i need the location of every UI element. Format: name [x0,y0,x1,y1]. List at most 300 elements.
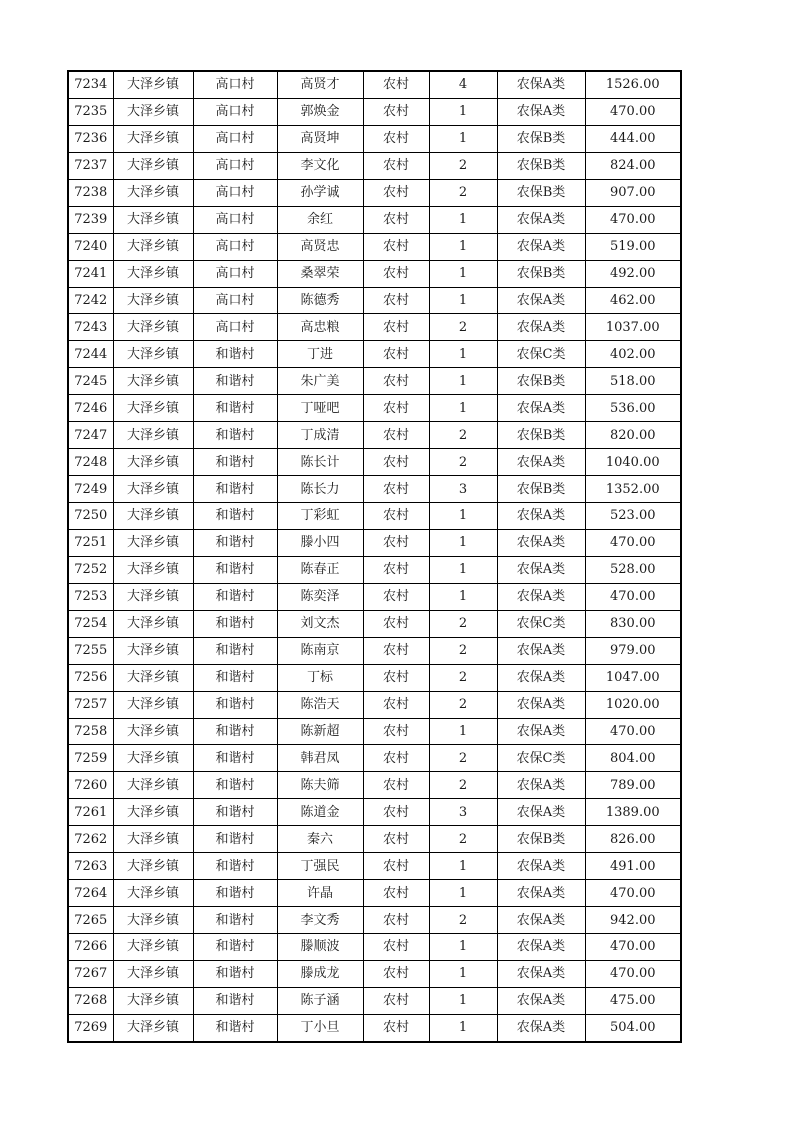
cell-village: 和谐村 [193,799,277,826]
cell-serial-number: 7265 [68,907,113,934]
cell-serial-number: 7254 [68,610,113,637]
cell-town: 大泽乡镇 [113,826,193,853]
cell-serial-number: 7267 [68,960,113,987]
table-row [68,1014,681,1041]
cell-person-name: 高贤坤 [277,125,363,152]
cell-person-name: 陈奕泽 [277,583,363,610]
cell-town: 大泽乡镇 [113,556,193,583]
cell-insurance-category: 农保A类 [497,556,585,583]
cell-person-count: 2 [429,449,497,476]
cell-person-count: 1 [429,503,497,530]
cell-village: 和谐村 [193,637,277,664]
cell-person-count: 2 [429,610,497,637]
cell-person-count: 4 [429,71,497,98]
cell-serial-number: 7253 [68,583,113,610]
cell-person-count: 1 [429,233,497,260]
cell-serial-number: 7259 [68,745,113,772]
cell-insurance-category: 农保B类 [497,179,585,206]
cell-amount: 402.00 [585,341,681,368]
cell-amount: 830.00 [585,610,681,637]
cell-town: 大泽乡镇 [113,152,193,179]
cell-village: 和谐村 [193,718,277,745]
cell-person-count: 2 [429,691,497,718]
cell-insurance-category: 农保A类 [497,637,585,664]
cell-person-name: 高忠粮 [277,314,363,341]
table-row [68,314,681,341]
cell-residence-type: 农村 [363,206,429,233]
cell-serial-number: 7255 [68,637,113,664]
cell-person-name: 陈德秀 [277,287,363,314]
table-row [68,125,681,152]
cell-residence-type: 农村 [363,98,429,125]
cell-person-count: 1 [429,934,497,961]
cell-insurance-category: 农保C类 [497,341,585,368]
cell-person-name: 丁标 [277,664,363,691]
cell-insurance-category: 农保A类 [497,395,585,422]
cell-person-name: 丁进 [277,341,363,368]
cell-person-count: 1 [429,556,497,583]
cell-amount: 907.00 [585,179,681,206]
cell-amount: 470.00 [585,960,681,987]
table-row [68,233,681,260]
cell-insurance-category: 农保B类 [497,260,585,287]
records-table-body [68,71,681,1042]
cell-town: 大泽乡镇 [113,583,193,610]
table-row [68,880,681,907]
table-row [68,691,681,718]
cell-amount: 470.00 [585,529,681,556]
cell-residence-type: 农村 [363,449,429,476]
cell-person-name: 许晶 [277,880,363,907]
table-row [68,529,681,556]
cell-insurance-category: 农保B类 [497,476,585,503]
cell-person-name: 韩君凤 [277,745,363,772]
cell-person-name: 丁成清 [277,422,363,449]
cell-residence-type: 农村 [363,260,429,287]
cell-town: 大泽乡镇 [113,1014,193,1041]
cell-serial-number: 7258 [68,718,113,745]
table-row [68,503,681,530]
cell-village: 和谐村 [193,449,277,476]
cell-town: 大泽乡镇 [113,934,193,961]
cell-insurance-category: 农保A类 [497,287,585,314]
cell-amount: 470.00 [585,934,681,961]
cell-person-count: 1 [429,960,497,987]
cell-insurance-category: 农保A类 [497,691,585,718]
cell-person-name: 丁哑吧 [277,395,363,422]
cell-serial-number: 7249 [68,476,113,503]
cell-village: 和谐村 [193,880,277,907]
cell-town: 大泽乡镇 [113,503,193,530]
cell-residence-type: 农村 [363,341,429,368]
cell-insurance-category: 农保A类 [497,314,585,341]
cell-residence-type: 农村 [363,853,429,880]
cell-town: 大泽乡镇 [113,880,193,907]
table-row [68,799,681,826]
cell-person-name: 陈夫筛 [277,772,363,799]
cell-amount: 444.00 [585,125,681,152]
cell-serial-number: 7240 [68,233,113,260]
table-row [68,664,681,691]
cell-amount: 979.00 [585,637,681,664]
cell-insurance-category: 农保A类 [497,503,585,530]
cell-person-name: 陈新超 [277,718,363,745]
table-row [68,826,681,853]
cell-person-name: 陈长力 [277,476,363,503]
cell-town: 大泽乡镇 [113,476,193,503]
table-row [68,907,681,934]
cell-residence-type: 农村 [363,718,429,745]
cell-insurance-category: 农保B类 [497,826,585,853]
cell-serial-number: 7248 [68,449,113,476]
table-row [68,987,681,1014]
cell-residence-type: 农村 [363,987,429,1014]
cell-insurance-category: 农保A类 [497,799,585,826]
cell-amount: 1037.00 [585,314,681,341]
cell-amount: 462.00 [585,287,681,314]
cell-village: 和谐村 [193,691,277,718]
cell-insurance-category: 农保A类 [497,1014,585,1041]
cell-person-name: 高贤才 [277,71,363,98]
table-row [68,341,681,368]
cell-town: 大泽乡镇 [113,987,193,1014]
table-row [68,368,681,395]
cell-person-count: 2 [429,907,497,934]
cell-serial-number: 7237 [68,152,113,179]
cell-person-count: 1 [429,1014,497,1041]
cell-serial-number: 7244 [68,341,113,368]
cell-serial-number: 7266 [68,934,113,961]
cell-person-count: 2 [429,637,497,664]
cell-serial-number: 7236 [68,125,113,152]
cell-serial-number: 7257 [68,691,113,718]
cell-person-count: 2 [429,826,497,853]
cell-serial-number: 7268 [68,987,113,1014]
table-row [68,960,681,987]
cell-insurance-category: 农保A类 [497,718,585,745]
cell-amount: 1040.00 [585,449,681,476]
table-row [68,179,681,206]
cell-amount: 820.00 [585,422,681,449]
cell-person-count: 1 [429,98,497,125]
cell-serial-number: 7250 [68,503,113,530]
cell-insurance-category: 农保C类 [497,745,585,772]
cell-person-count: 1 [429,583,497,610]
table-row [68,745,681,772]
cell-village: 和谐村 [193,907,277,934]
cell-amount: 470.00 [585,583,681,610]
cell-town: 大泽乡镇 [113,314,193,341]
cell-person-count: 1 [429,718,497,745]
cell-insurance-category: 农保A类 [497,987,585,1014]
cell-person-name: 滕顺波 [277,934,363,961]
cell-serial-number: 7246 [68,395,113,422]
cell-amount: 470.00 [585,98,681,125]
cell-person-name: 陈浩天 [277,691,363,718]
cell-village: 和谐村 [193,853,277,880]
cell-amount: 470.00 [585,880,681,907]
cell-person-name: 刘文杰 [277,610,363,637]
cell-serial-number: 7269 [68,1014,113,1041]
cell-insurance-category: 农保A类 [497,529,585,556]
table-row [68,152,681,179]
cell-insurance-category: 农保B类 [497,152,585,179]
cell-serial-number: 7243 [68,314,113,341]
cell-insurance-category: 农保A类 [497,960,585,987]
cell-serial-number: 7242 [68,287,113,314]
cell-residence-type: 农村 [363,772,429,799]
cell-town: 大泽乡镇 [113,907,193,934]
cell-serial-number: 7245 [68,368,113,395]
cell-village: 和谐村 [193,422,277,449]
cell-amount: 519.00 [585,233,681,260]
cell-residence-type: 农村 [363,691,429,718]
cell-residence-type: 农村 [363,125,429,152]
cell-village: 和谐村 [193,529,277,556]
cell-person-name: 陈南京 [277,637,363,664]
cell-village: 高口村 [193,260,277,287]
cell-serial-number: 7241 [68,260,113,287]
table-row [68,610,681,637]
records-table [67,70,682,1043]
cell-village: 和谐村 [193,368,277,395]
cell-town: 大泽乡镇 [113,718,193,745]
cell-amount: 942.00 [585,907,681,934]
cell-amount: 1352.00 [585,476,681,503]
cell-amount: 518.00 [585,368,681,395]
cell-amount: 789.00 [585,772,681,799]
cell-town: 大泽乡镇 [113,260,193,287]
cell-person-name: 李文化 [277,152,363,179]
cell-village: 和谐村 [193,934,277,961]
cell-person-count: 2 [429,664,497,691]
cell-person-name: 丁小旦 [277,1014,363,1041]
cell-village: 和谐村 [193,476,277,503]
table-row [68,71,681,98]
cell-amount: 536.00 [585,395,681,422]
cell-amount: 470.00 [585,718,681,745]
cell-amount: 470.00 [585,206,681,233]
cell-serial-number: 7234 [68,71,113,98]
cell-insurance-category: 农保A类 [497,233,585,260]
cell-amount: 1389.00 [585,799,681,826]
cell-town: 大泽乡镇 [113,772,193,799]
cell-village: 高口村 [193,125,277,152]
cell-serial-number: 7260 [68,772,113,799]
cell-village: 和谐村 [193,664,277,691]
cell-residence-type: 农村 [363,314,429,341]
cell-serial-number: 7256 [68,664,113,691]
table-row [68,422,681,449]
cell-person-name: 秦六 [277,826,363,853]
cell-person-name: 高贤忠 [277,233,363,260]
cell-person-count: 1 [429,987,497,1014]
cell-insurance-category: 农保A类 [497,772,585,799]
cell-residence-type: 农村 [363,152,429,179]
cell-village: 和谐村 [193,503,277,530]
cell-amount: 504.00 [585,1014,681,1041]
cell-village: 和谐村 [193,395,277,422]
cell-village: 高口村 [193,314,277,341]
cell-person-name: 丁强民 [277,853,363,880]
cell-town: 大泽乡镇 [113,529,193,556]
cell-town: 大泽乡镇 [113,449,193,476]
cell-village: 高口村 [193,233,277,260]
cell-insurance-category: 农保B类 [497,125,585,152]
table-row [68,260,681,287]
cell-amount: 475.00 [585,987,681,1014]
cell-insurance-category: 农保A类 [497,449,585,476]
cell-village: 和谐村 [193,341,277,368]
cell-person-count: 1 [429,125,497,152]
cell-amount: 528.00 [585,556,681,583]
cell-person-count: 2 [429,314,497,341]
cell-serial-number: 7235 [68,98,113,125]
cell-amount: 1047.00 [585,664,681,691]
cell-insurance-category: 农保B类 [497,422,585,449]
cell-person-name: 李文秀 [277,907,363,934]
cell-insurance-category: 农保A类 [497,934,585,961]
cell-town: 大泽乡镇 [113,125,193,152]
cell-residence-type: 农村 [363,287,429,314]
cell-amount: 492.00 [585,260,681,287]
cell-insurance-category: 农保A类 [497,98,585,125]
cell-person-count: 3 [429,799,497,826]
cell-person-count: 2 [429,745,497,772]
cell-residence-type: 农村 [363,664,429,691]
cell-town: 大泽乡镇 [113,853,193,880]
cell-village: 高口村 [193,206,277,233]
cell-person-count: 2 [429,179,497,206]
cell-amount: 1526.00 [585,71,681,98]
cell-village: 和谐村 [193,745,277,772]
cell-insurance-category: 农保A类 [497,206,585,233]
cell-insurance-category: 农保A类 [497,583,585,610]
cell-person-name: 滕成龙 [277,960,363,987]
cell-residence-type: 农村 [363,556,429,583]
table-row [68,395,681,422]
cell-residence-type: 农村 [363,907,429,934]
cell-amount: 826.00 [585,826,681,853]
cell-town: 大泽乡镇 [113,206,193,233]
cell-serial-number: 7252 [68,556,113,583]
cell-person-count: 2 [429,422,497,449]
cell-person-count: 1 [429,853,497,880]
cell-person-count: 3 [429,476,497,503]
table-row [68,772,681,799]
cell-residence-type: 农村 [363,880,429,907]
cell-serial-number: 7264 [68,880,113,907]
cell-town: 大泽乡镇 [113,691,193,718]
table-row [68,556,681,583]
cell-village: 和谐村 [193,583,277,610]
cell-amount: 804.00 [585,745,681,772]
cell-insurance-category: 农保A类 [497,664,585,691]
cell-residence-type: 农村 [363,233,429,260]
cell-residence-type: 农村 [363,71,429,98]
cell-residence-type: 农村 [363,503,429,530]
cell-town: 大泽乡镇 [113,71,193,98]
cell-residence-type: 农村 [363,799,429,826]
cell-insurance-category: 农保A类 [497,853,585,880]
cell-serial-number: 7263 [68,853,113,880]
cell-serial-number: 7238 [68,179,113,206]
cell-person-name: 陈子涵 [277,987,363,1014]
cell-town: 大泽乡镇 [113,422,193,449]
cell-person-count: 2 [429,152,497,179]
cell-village: 和谐村 [193,1014,277,1041]
cell-serial-number: 7247 [68,422,113,449]
cell-serial-number: 7261 [68,799,113,826]
cell-serial-number: 7262 [68,826,113,853]
table-row [68,476,681,503]
cell-village: 和谐村 [193,826,277,853]
cell-person-name: 郭焕金 [277,98,363,125]
cell-person-count: 1 [429,287,497,314]
cell-village: 和谐村 [193,610,277,637]
cell-person-count: 1 [429,395,497,422]
table-row [68,583,681,610]
cell-person-count: 1 [429,341,497,368]
cell-serial-number: 7239 [68,206,113,233]
cell-amount: 824.00 [585,152,681,179]
cell-town: 大泽乡镇 [113,745,193,772]
cell-person-count: 1 [429,368,497,395]
cell-residence-type: 农村 [363,934,429,961]
cell-residence-type: 农村 [363,1014,429,1041]
cell-person-count: 1 [429,206,497,233]
cell-residence-type: 农村 [363,395,429,422]
cell-person-count: 2 [429,772,497,799]
cell-town: 大泽乡镇 [113,664,193,691]
cell-village: 和谐村 [193,556,277,583]
cell-town: 大泽乡镇 [113,395,193,422]
cell-residence-type: 农村 [363,745,429,772]
cell-town: 大泽乡镇 [113,98,193,125]
cell-person-name: 丁彩虹 [277,503,363,530]
cell-person-count: 1 [429,529,497,556]
cell-village: 和谐村 [193,987,277,1014]
cell-residence-type: 农村 [363,637,429,664]
cell-amount: 1020.00 [585,691,681,718]
table-row [68,206,681,233]
cell-insurance-category: 农保C类 [497,610,585,637]
cell-village: 高口村 [193,98,277,125]
table-row [68,853,681,880]
cell-amount: 491.00 [585,853,681,880]
cell-person-name: 陈春正 [277,556,363,583]
table-row [68,637,681,664]
cell-person-name: 桑翠荣 [277,260,363,287]
cell-town: 大泽乡镇 [113,610,193,637]
cell-village: 高口村 [193,287,277,314]
cell-residence-type: 农村 [363,179,429,206]
cell-residence-type: 农村 [363,583,429,610]
cell-village: 高口村 [193,152,277,179]
cell-residence-type: 农村 [363,368,429,395]
cell-person-name: 朱广美 [277,368,363,395]
cell-serial-number: 7251 [68,529,113,556]
cell-village: 和谐村 [193,772,277,799]
cell-residence-type: 农村 [363,422,429,449]
cell-village: 高口村 [193,179,277,206]
table-row [68,718,681,745]
cell-town: 大泽乡镇 [113,341,193,368]
cell-town: 大泽乡镇 [113,233,193,260]
cell-town: 大泽乡镇 [113,799,193,826]
cell-person-name: 孙学诚 [277,179,363,206]
cell-person-name: 陈道金 [277,799,363,826]
